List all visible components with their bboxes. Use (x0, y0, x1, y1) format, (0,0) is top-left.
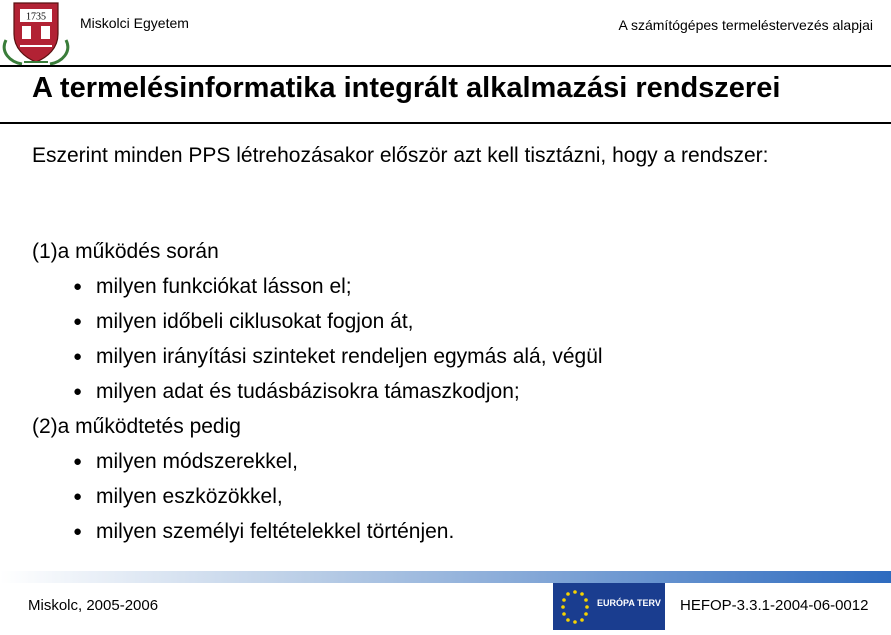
bullet-text: milyen módszerekkel, (96, 450, 298, 473)
course-name: A számítógépes termeléstervezés alapjai (618, 17, 873, 33)
footer-project-code: HEFOP-3.3.1-2004-06-0012 (680, 597, 869, 614)
bullet-text: milyen irányítási szinteket rendeljen egymás alá, végül (96, 345, 603, 368)
bullet-text: milyen személyi feltételekkel történjen. (96, 520, 455, 543)
bullet-text: milyen adat és tudásbázisokra támaszkodjon; (96, 380, 520, 403)
footer-gradient-bar (0, 571, 891, 583)
header-divider (0, 65, 891, 67)
europa-terv-logo (553, 583, 665, 630)
bullet-item (32, 269, 872, 304)
bullet-icon: ● (73, 278, 83, 295)
bullet-icon: ● (73, 453, 83, 470)
bullet-item (32, 479, 872, 514)
bullet-icon: ● (73, 488, 83, 505)
bullet-item (32, 304, 872, 339)
institution-name: Miskolci Egyetem (80, 15, 189, 31)
eu-stars-icon (553, 583, 597, 630)
bullet-item (32, 374, 872, 409)
section-heading: (2)a működtetés pedig (32, 415, 241, 438)
footer-location-date: Miskolc, 2005-2006 (28, 597, 159, 614)
bullet-icon: ● (73, 523, 83, 540)
title-divider (0, 122, 891, 124)
intro-paragraph: Eszerint minden PPS létrehozásakor először azt kell tisztázni, hogy a rendszer: (32, 144, 769, 167)
bullet-text: milyen eszközökkel, (96, 485, 283, 508)
crest-year: 1735 (26, 11, 46, 23)
bullet-text: milyen időbeli ciklusokat fogjon át, (96, 310, 414, 333)
university-crest-logo (0, 0, 72, 66)
bullet-item (32, 514, 872, 549)
bullet-icon: ● (73, 383, 83, 400)
content-list (32, 234, 872, 549)
bullet-item (32, 339, 872, 374)
slide-title: A termelésinformatika integrált alkalmazási rendszerei (32, 72, 781, 104)
bullet-icon: ● (73, 313, 83, 330)
bullet-text: milyen funkciókat lásson el; (96, 275, 352, 298)
section-heading: (1)a működés során (32, 240, 219, 263)
europa-terv-label: EURÓPA TERV (597, 598, 661, 608)
bullet-icon: ● (73, 348, 83, 365)
bullet-item (32, 444, 872, 479)
